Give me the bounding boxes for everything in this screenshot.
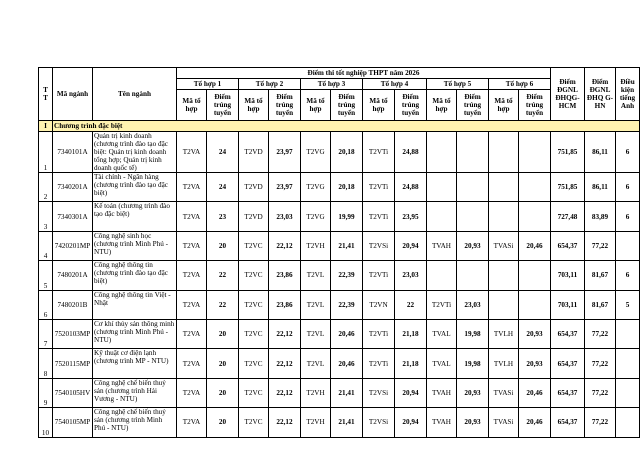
major-name: Tài chính - Ngân hàng (chương trình đào tạo đặc biệt): [93, 173, 177, 202]
dgnl-hcm-score: 654,37: [551, 408, 585, 437]
major-name: Kế toán (chương trình đào tạo đặc biệt): [93, 202, 177, 231]
combo-code: T2VG: [301, 132, 331, 173]
combo-score: 22,12: [269, 349, 301, 378]
combo-code: T2VA: [177, 378, 207, 407]
dgnl-hn-score: 83,89: [585, 202, 616, 231]
major-code: 7520115MP: [53, 349, 93, 378]
combo-code: T2VA: [177, 408, 207, 437]
combo-code: T2VH: [301, 378, 331, 407]
combo-code: TVASi: [489, 231, 519, 260]
english-condition: [616, 319, 640, 348]
combo-code: TVAH: [427, 378, 457, 407]
row-number: 3: [39, 202, 53, 231]
subheader-score: Điểm trúng tuyển: [519, 90, 551, 121]
combo-score: 20,46: [519, 231, 551, 260]
combo-code: T2VL: [301, 290, 331, 319]
combo-score: 22,12: [269, 231, 301, 260]
combo-code: TVAL: [427, 319, 457, 348]
dgnl-hn-score: 86,11: [585, 132, 616, 173]
combo-code: T2VG: [301, 202, 331, 231]
combo-score: 22: [207, 261, 239, 290]
combo-score: 20,46: [519, 378, 551, 407]
header-combo-2: Tổ hợp 2: [239, 79, 301, 90]
combo-code: T2VL: [301, 349, 331, 378]
section-row: [39, 121, 640, 132]
combo-code: T2VD: [239, 132, 269, 173]
combo-score: 20: [207, 231, 239, 260]
major-code: 7540105HV: [53, 378, 93, 407]
dgnl-hn-score: 77,22: [585, 319, 616, 348]
combo-code: T2VC: [239, 319, 269, 348]
combo-score: 20,46: [519, 408, 551, 437]
combo-code: T2VD: [239, 202, 269, 231]
subheader-combo-code: Mã tổ hợp: [177, 90, 207, 121]
combo-code: T2VL: [301, 261, 331, 290]
combo-code: [489, 290, 519, 319]
combo-code: T2VC: [239, 290, 269, 319]
row-number: 6: [39, 290, 53, 319]
row-number: 5: [39, 261, 53, 290]
major-code: 7480201A: [53, 261, 93, 290]
combo-score: 24: [207, 173, 239, 202]
subheader-score: Điểm trúng tuyển: [395, 90, 427, 121]
combo-score: [457, 261, 489, 290]
combo-score: 20,93: [457, 378, 489, 407]
subheader-combo-code: Mã tổ hợp: [427, 90, 457, 121]
combo-score: 20,46: [331, 319, 363, 348]
combo-code: T2VA: [177, 290, 207, 319]
english-condition: [616, 408, 640, 437]
combo-score: [457, 132, 489, 173]
header-combo-6: Tổ hợp 6: [489, 79, 551, 90]
header-dgnl-hcm: Điểm ĐGNL ĐHQG-HCM: [551, 68, 585, 121]
subheader-combo-code: Mã tổ hợp: [301, 90, 331, 121]
combo-code: [427, 261, 457, 290]
combo-code: T2VH: [301, 408, 331, 437]
dgnl-hcm-score: 654,37: [551, 378, 585, 407]
combo-code: T2VTi: [363, 202, 395, 231]
combo-score: 20,94: [395, 408, 427, 437]
section-label: Chương trình đặc biệt: [53, 121, 640, 132]
table-row: [39, 408, 640, 437]
dgnl-hcm-score: 727,48: [551, 202, 585, 231]
combo-score: 19,98: [457, 349, 489, 378]
row-number: 4: [39, 231, 53, 260]
combo-score: 22,39: [331, 261, 363, 290]
combo-code: T2VC: [239, 261, 269, 290]
combo-code: [427, 202, 457, 231]
row-number: 9: [39, 378, 53, 407]
combo-code: [489, 132, 519, 173]
combo-code: T2VSi: [363, 231, 395, 260]
combo-score: 23,86: [269, 261, 301, 290]
combo-score: 20: [207, 349, 239, 378]
major-code: 7340301A: [53, 202, 93, 231]
combo-code: T2VG: [301, 173, 331, 202]
combo-score: [519, 202, 551, 231]
dgnl-hcm-score: 703,11: [551, 261, 585, 290]
combo-score: 20,18: [331, 132, 363, 173]
combo-code: T2VSi: [363, 408, 395, 437]
major-code: 7340101A: [53, 132, 93, 173]
dgnl-hn-score: 77,22: [585, 408, 616, 437]
combo-score: 20,18: [331, 173, 363, 202]
combo-score: 20: [207, 319, 239, 348]
major-code: 7420201MP: [53, 231, 93, 260]
combo-score: 24,88: [395, 173, 427, 202]
combo-score: [519, 261, 551, 290]
combo-code: [489, 173, 519, 202]
header-stt: T T: [39, 68, 53, 121]
row-number: 1: [39, 132, 53, 173]
major-name: Công nghệ sinh học (chương trình Minh Phú - NTU): [93, 231, 177, 260]
combo-score: 21,41: [331, 378, 363, 407]
header-combo-1: Tổ hợp 1: [177, 79, 239, 90]
combo-score: 20,93: [519, 349, 551, 378]
major-code: 7480201B: [53, 290, 93, 319]
combo-code: T2VC: [239, 231, 269, 260]
combo-score: [519, 290, 551, 319]
major-name: Kỹ thuật cơ điện lạnh (chương trình MP - NTU): [93, 349, 177, 378]
dgnl-hn-score: 77,22: [585, 349, 616, 378]
table-row: [39, 349, 640, 378]
combo-score: 22: [395, 290, 427, 319]
combo-code: T2VTi: [427, 290, 457, 319]
subheader-combo-code: Mã tổ hợp: [239, 90, 269, 121]
combo-score: 22: [207, 290, 239, 319]
combo-code: T2VA: [177, 173, 207, 202]
combo-code: TVASi: [489, 378, 519, 407]
combo-code: T2VD: [239, 173, 269, 202]
table-row: [39, 378, 640, 407]
admission-scores-table: [38, 67, 640, 438]
row-number: 8: [39, 349, 53, 378]
row-number: 10: [39, 408, 53, 437]
combo-score: 21,18: [395, 319, 427, 348]
combo-score: [457, 202, 489, 231]
dgnl-hcm-score: 751,85: [551, 132, 585, 173]
dgnl-hcm-score: 654,37: [551, 231, 585, 260]
combo-score: 20,93: [519, 319, 551, 348]
dgnl-hcm-score: 654,37: [551, 349, 585, 378]
major-name: Công nghệ chế biến thuỷ sản (chương trình Hải Vương - NTU): [93, 378, 177, 407]
combo-code: T2VC: [239, 408, 269, 437]
combo-score: [519, 173, 551, 202]
row-number: 7: [39, 319, 53, 348]
header-combo-4: Tổ hợp 4: [363, 79, 427, 90]
combo-code: [489, 261, 519, 290]
combo-code: T2VC: [239, 378, 269, 407]
english-condition: 5: [616, 290, 640, 319]
table-row: [39, 319, 640, 348]
combo-code: TVLH: [489, 349, 519, 378]
subheader-combo-code: Mã tổ hợp: [363, 90, 395, 121]
english-condition: 6: [616, 261, 640, 290]
header-dgnl-hn: Điểm ĐGNL ĐHQ G-HN: [585, 68, 616, 121]
english-condition: [616, 378, 640, 407]
english-condition: 6: [616, 173, 640, 202]
table-row: [39, 231, 640, 260]
dgnl-hcm-score: 654,37: [551, 319, 585, 348]
combo-code: T2VTi: [363, 132, 395, 173]
combo-code: T2VA: [177, 132, 207, 173]
combo-score: 20: [207, 408, 239, 437]
english-condition: [616, 231, 640, 260]
header-row-top: [39, 68, 640, 79]
major-name: Công nghệ thông tin (chương trình đào tạo đặc biệt): [93, 261, 177, 290]
english-condition: [616, 349, 640, 378]
major-code: 7540105MP: [53, 408, 93, 437]
combo-score: 23,97: [269, 173, 301, 202]
combo-code: TVAH: [427, 231, 457, 260]
combo-score: [519, 132, 551, 173]
combo-score: 24: [207, 132, 239, 173]
combo-code: T2VA: [177, 349, 207, 378]
combo-score: 20,94: [395, 378, 427, 407]
dgnl-hn-score: 77,22: [585, 231, 616, 260]
combo-code: T2VA: [177, 231, 207, 260]
combo-code: T2VTi: [363, 319, 395, 348]
table-row: [39, 173, 640, 202]
dgnl-hn-score: 81,67: [585, 261, 616, 290]
header-exam-scores: Điểm thi tốt nghiệp THPT năm 2026: [177, 68, 551, 79]
combo-code: T2VTi: [363, 173, 395, 202]
subheader-score: Điểm trúng tuyển: [269, 90, 301, 121]
dgnl-hn-score: 86,11: [585, 173, 616, 202]
combo-code: TVAH: [427, 408, 457, 437]
combo-score: 20,46: [331, 349, 363, 378]
dgnl-hcm-score: 703,11: [551, 290, 585, 319]
table-row: [39, 132, 640, 173]
combo-code: T2VSi: [363, 378, 395, 407]
english-condition: 6: [616, 202, 640, 231]
combo-code: T2VTi: [363, 261, 395, 290]
combo-code: T2VN: [363, 290, 395, 319]
subheader-combo-code: Mã tổ hợp: [489, 90, 519, 121]
combo-score: 21,41: [331, 231, 363, 260]
dgnl-hcm-score: 751,85: [551, 173, 585, 202]
combo-code: T2VA: [177, 202, 207, 231]
header-english-condition: Điều kiện tiếng Anh: [616, 68, 640, 121]
combo-code: T2VA: [177, 261, 207, 290]
table-row: [39, 290, 640, 319]
header-major-code: Mã ngành: [53, 68, 93, 121]
combo-score: 20,93: [457, 231, 489, 260]
combo-score: 23,86: [269, 290, 301, 319]
header-combo-5: Tổ hợp 5: [427, 79, 489, 90]
dgnl-hn-score: 81,67: [585, 290, 616, 319]
combo-code: T2VH: [301, 231, 331, 260]
dgnl-hn-score: 77,22: [585, 378, 616, 407]
combo-code: TVAL: [427, 349, 457, 378]
combo-score: 20: [207, 378, 239, 407]
combo-score: 23,97: [269, 132, 301, 173]
combo-score: 22,39: [331, 290, 363, 319]
major-name: Công nghệ chế biến thuỷ sản (chương trình Minh Phú - NTU): [93, 408, 177, 437]
combo-code: T2VC: [239, 349, 269, 378]
subheader-score: Điểm trúng tuyển: [331, 90, 363, 121]
combo-score: 22,12: [269, 378, 301, 407]
header-combo-3: Tổ hợp 3: [301, 79, 363, 90]
combo-score: 24,88: [395, 132, 427, 173]
major-code: 7340201A: [53, 173, 93, 202]
combo-score: 23,95: [395, 202, 427, 231]
combo-code: T2VTi: [363, 349, 395, 378]
combo-code: TVASi: [489, 408, 519, 437]
major-name: Cơ khí thủy sản thông minh (chương trình Minh Phú - NTU): [93, 319, 177, 348]
subheader-score: Điểm trúng tuyển: [457, 90, 489, 121]
subheader-score: Điểm trúng tuyển: [207, 90, 239, 121]
major-name: Công nghệ thông tin Việt - Nhật: [93, 290, 177, 319]
combo-score: 21,41: [331, 408, 363, 437]
combo-code: [427, 132, 457, 173]
combo-score: 20,93: [457, 408, 489, 437]
combo-code: TVLH: [489, 319, 519, 348]
combo-score: 19,99: [331, 202, 363, 231]
row-number: 2: [39, 173, 53, 202]
major-code: 7520103MP: [53, 319, 93, 348]
table-row: [39, 261, 640, 290]
combo-score: 23,03: [269, 202, 301, 231]
combo-score: 19,98: [457, 319, 489, 348]
combo-code: [489, 202, 519, 231]
major-name: Quản trị kinh doanh (chương trình đào tạo đặc biệt: Quản trị kinh doanh tổng hợp; Quản trị kinh doanh quốc tế): [93, 132, 177, 173]
combo-score: 23,03: [457, 290, 489, 319]
table-row: [39, 202, 640, 231]
combo-code: T2VA: [177, 319, 207, 348]
combo-score: [457, 173, 489, 202]
combo-score: 20,94: [395, 231, 427, 260]
combo-score: 22,12: [269, 408, 301, 437]
header-major-name: Tên ngành: [93, 68, 177, 121]
combo-score: 22,12: [269, 319, 301, 348]
combo-score: 23,03: [395, 261, 427, 290]
combo-code: [427, 173, 457, 202]
combo-score: 21,18: [395, 349, 427, 378]
combo-score: 23: [207, 202, 239, 231]
english-condition: 6: [616, 132, 640, 173]
combo-code: T2VL: [301, 319, 331, 348]
section-number: I: [39, 121, 53, 132]
